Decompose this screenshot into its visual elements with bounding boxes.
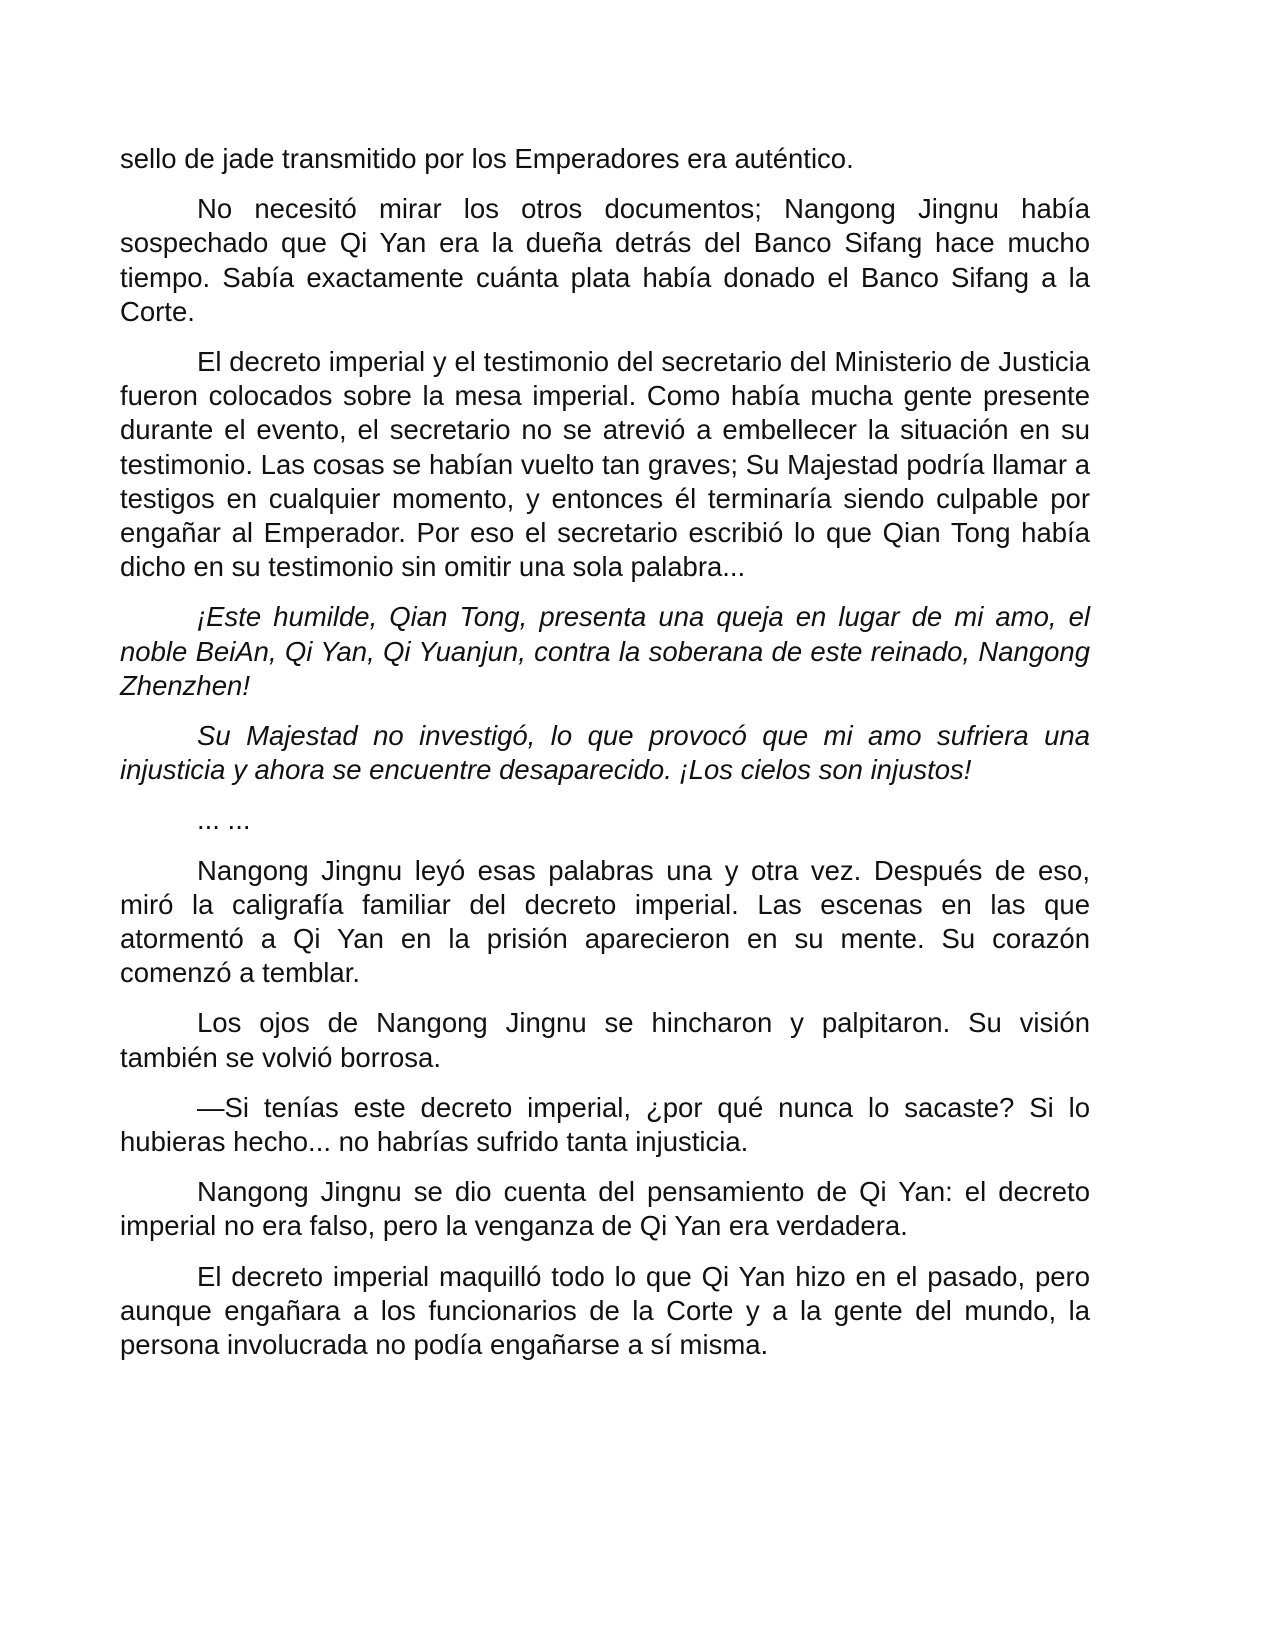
paragraph: Los ojos de Nangong Jingnu se hincharon y palpitaron. Su visión también se volvió borrosa.	[120, 1007, 1090, 1073]
dialogue-paragraph: —Si tenías este decreto imperial, ¿por qué nunca lo sacaste? Si lo hubieras hecho... no habrías sufrido tanta injusticia.	[120, 1091, 1090, 1158]
paragraph: Nangong Jingnu se dio cuenta del pensamiento de Qi Yan: el decreto imperial no era falso, pero la venganza de Qi Yan era verdadera.	[120, 1176, 1090, 1242]
ellipsis-separator: ... ...	[197, 804, 251, 836]
paragraph: Nangong Jingnu leyó esas palabras una y otra vez. Después de eso, miró la caligrafía familiar del decreto imperial. Las escenas en las que atormentó a Qi Yan en la prisión aparecieron en su mente. Su corazón comenzó a temblar.	[120, 854, 1090, 989]
paragraph-continuation: sello de jade transmitido por los Emperadores era auténtico.	[120, 143, 854, 174]
paragraph: El decreto imperial y el testimonio del secretario del Ministerio de Justicia fueron colocados sobre la mesa imperial. Como había mucha gente presente durante el evento, el secretario no se atrevió a embellecer la situación en su testimonio. Las cosas se habían vuelto tan graves; Su Majestad podría llamar a testigos en cualquier momento, y entonces él terminaría siendo culpable por engañar al Emperador. Por eso el secretario escribió lo que Qian Tong había dicho en su testimonio sin omitir una sola palabra...	[120, 346, 1090, 583]
italic-quote-paragraph: ¡Este humilde, Qian Tong, presenta una queja en lugar de mi amo, el noble BeiAn, Qi Yan, Qi Yuanjun, contra la soberana de este reinado, Nangong Zhenzhen!	[120, 601, 1090, 701]
paragraph: El decreto imperial maquilló todo lo que Qi Yan hizo en el pasado, pero aunque engañara a los funcionarios de la Corte y a la gente del mundo, la persona involucrada no podía engañarse a sí misma.	[120, 1260, 1090, 1361]
paragraph: No necesitó mirar los otros documentos; Nangong Jingnu había sospechado que Qi Yan era la dueña detrás del Banco Sifang hace mucho tiempo. Sabía exactamente cuánta plata había donado el Banco Sifang a la Corte.	[120, 193, 1090, 327]
italic-quote-paragraph: Su Majestad no investigó, lo que provocó que mi amo sufriera una injusticia y ahora se encuentre desaparecido. ¡Los cielos son injustos!	[120, 720, 1090, 786]
document-page	[120, 142, 1090, 1378]
